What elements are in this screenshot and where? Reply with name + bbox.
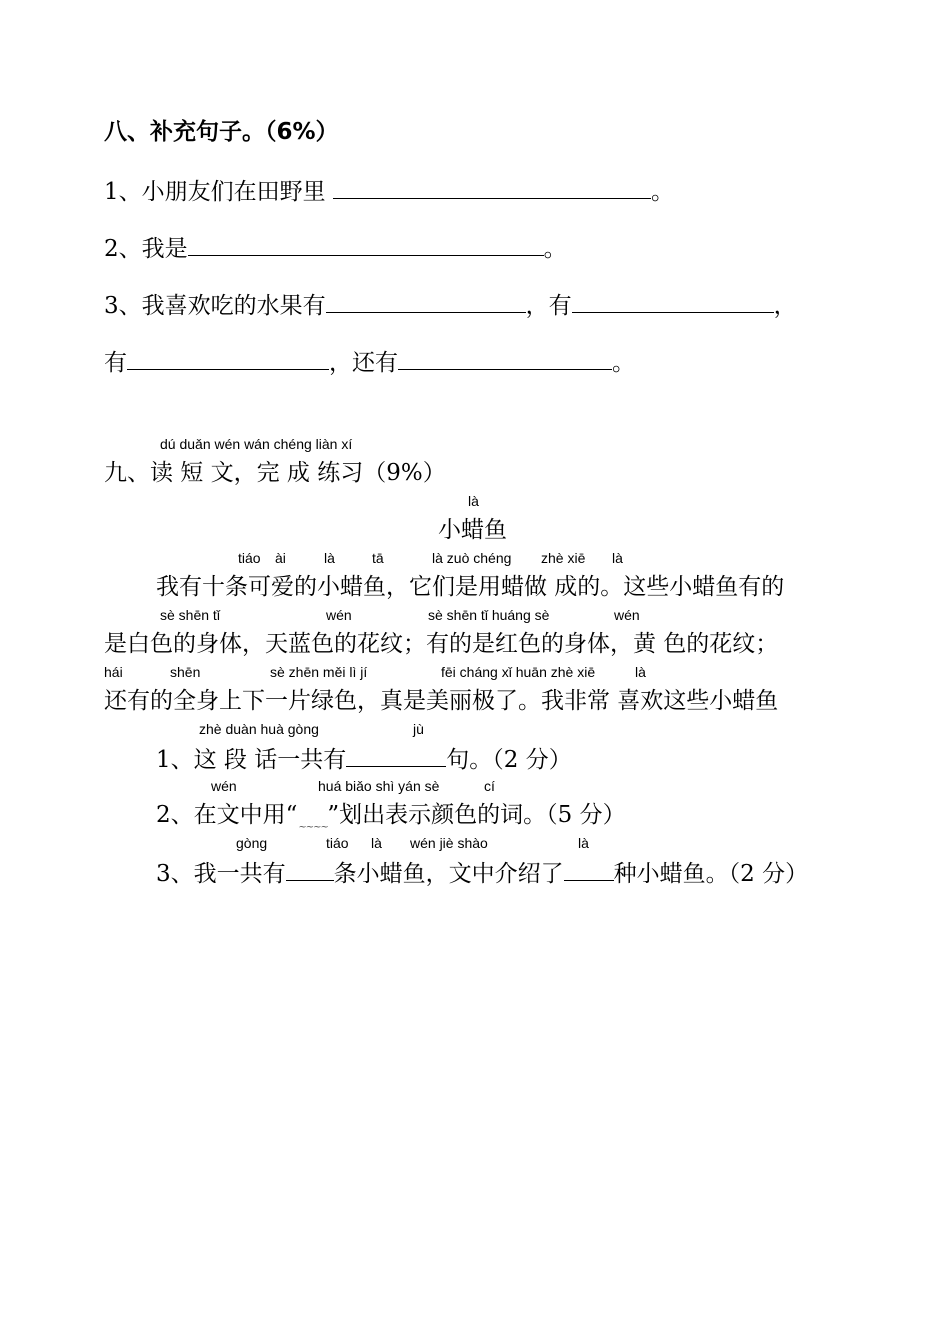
q2-pinyin-2: huá biǎo shì yán sè bbox=[318, 778, 440, 794]
q3-pinyin-1: gòng bbox=[236, 835, 268, 851]
p3-pinyin-5: là bbox=[635, 664, 646, 680]
s8-q1-text: 1、小朋友们在田野里 bbox=[104, 179, 326, 205]
p3-pinyin-2: shēn bbox=[170, 664, 201, 680]
q3-pinyin-4: wén jiè shào bbox=[410, 835, 488, 851]
p1-pinyin-2: ài bbox=[275, 550, 286, 566]
p1-pinyin-1: tiáo bbox=[238, 550, 261, 566]
s8-q3-text: 3、我喜欢吃的水果有 bbox=[104, 293, 326, 319]
story-paragraph-line-1: 我有十条可爱的小蜡鱼，它们是用蜡做 成的。这些小蜡鱼有的 bbox=[156, 574, 785, 600]
s9-q1-end: 句。（2 分） bbox=[446, 747, 572, 773]
s9-title-pinyin: dú duǎn wén wán chéng liàn xí bbox=[160, 436, 353, 452]
section-8-title: 八、补充句子。（6%） bbox=[104, 119, 339, 145]
s8-q3-blank-3[interactable] bbox=[127, 347, 329, 370]
p1-pinyin-3: là bbox=[324, 550, 335, 566]
s9-q2-text: 2、在文中用“ bbox=[156, 802, 298, 828]
p1-pinyin-7: là bbox=[612, 550, 623, 566]
s9-q3-text: 3、我一共有 bbox=[156, 861, 286, 887]
s8-q3-mid: ，有 bbox=[525, 293, 572, 319]
q3-pinyin-3: là bbox=[371, 835, 382, 851]
s9-q3-mid: 条小蜡鱼，文中介绍了 bbox=[333, 861, 564, 887]
s8-q3-blank-2[interactable] bbox=[572, 290, 774, 313]
q1-pinyin-2: jù bbox=[413, 721, 424, 737]
p2-pinyin-2: wén bbox=[326, 607, 352, 623]
s8-q2-text: 2、我是 bbox=[104, 236, 188, 262]
s8-q3b-text: 有 bbox=[104, 350, 127, 376]
s9-q1-blank[interactable] bbox=[346, 744, 446, 767]
s9-q3-blank-1[interactable] bbox=[286, 858, 334, 881]
s8-question-3 bbox=[104, 290, 797, 320]
s8-q3b-mid: ，还有 bbox=[329, 350, 398, 376]
p2-pinyin-4: wén bbox=[614, 607, 640, 623]
s8-q2-end: 。 bbox=[543, 236, 567, 262]
q1-pinyin-1: zhè duàn huà gòng bbox=[199, 721, 319, 737]
p3-pinyin-3: sè zhēn měi lì jí bbox=[270, 664, 368, 680]
p1-pinyin-5: là zuò chéng bbox=[432, 550, 512, 566]
s9-question-2 bbox=[156, 801, 626, 829]
story-paragraph-line-2: 是白色的身体，天蓝色的花纹；有的是红色的身体，黄 色的花纹； bbox=[104, 631, 779, 657]
s8-q3-end: ， bbox=[773, 293, 797, 319]
story-title-pinyin: là bbox=[468, 493, 479, 509]
s9-q3-blank-2[interactable] bbox=[564, 858, 614, 881]
s9-question-1 bbox=[156, 744, 572, 774]
p3-pinyin-4: fēi cháng xǐ huān zhè xiē bbox=[441, 664, 596, 680]
q3-pinyin-2: tiáo bbox=[326, 835, 349, 851]
s8-q3b-end: 。 bbox=[612, 350, 635, 376]
s8-question-2 bbox=[104, 233, 567, 263]
s8-question-1 bbox=[104, 176, 674, 206]
s8-q1-end: 。 bbox=[650, 179, 674, 205]
p1-pinyin-4: tā bbox=[372, 550, 384, 566]
s8-q1-blank[interactable] bbox=[333, 176, 651, 199]
s9-question-3 bbox=[156, 858, 808, 888]
q3-pinyin-5: là bbox=[578, 835, 589, 851]
wavy-underline-icon bbox=[297, 802, 327, 822]
s9-q2-end: ”划出表示颜色的词。（5 分） bbox=[327, 802, 626, 828]
q2-pinyin-1: wén bbox=[211, 778, 237, 794]
section-9-title: 九、读 短 文，完 成 练习（9%） bbox=[104, 460, 446, 486]
p3-pinyin-1: hái bbox=[104, 664, 123, 680]
p2-pinyin-3: sè shēn tǐ huáng sè bbox=[428, 607, 550, 623]
s8-q3-blank-4[interactable] bbox=[398, 347, 612, 370]
s8-q3-blank-1[interactable] bbox=[326, 290, 526, 313]
s8-question-3-cont bbox=[104, 347, 635, 377]
story-title: 小蜡鱼 bbox=[438, 517, 507, 543]
p1-pinyin-6: zhè xiē bbox=[541, 550, 586, 566]
story-paragraph-line-3: 还有的全身上下一片绿色，真是美丽极了。我非常 喜欢这些小蜡鱼 bbox=[104, 688, 779, 714]
s8-q2-blank[interactable] bbox=[188, 233, 544, 256]
s9-q3-end: 种小蜡鱼。（2 分） bbox=[613, 861, 809, 887]
s9-q1-text: 1、这 段 话一共有 bbox=[156, 747, 347, 773]
p2-pinyin-1: sè shēn tǐ bbox=[160, 607, 220, 623]
q2-pinyin-3: cí bbox=[484, 778, 495, 794]
